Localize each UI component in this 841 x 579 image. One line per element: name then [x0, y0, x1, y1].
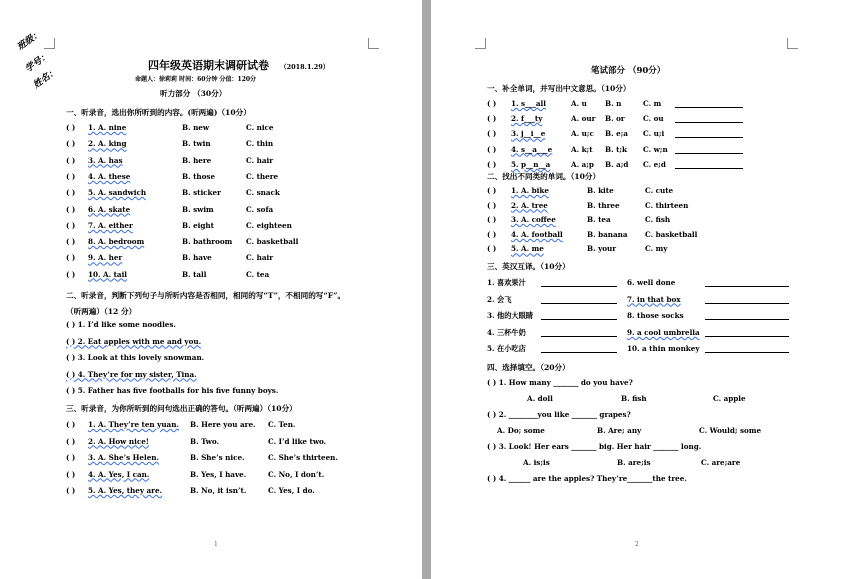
option-a: 9. A. her	[88, 253, 123, 263]
option-c: C. cute	[645, 186, 674, 195]
answer-line	[705, 336, 789, 337]
option-b: B. here	[182, 155, 212, 165]
side-label-number: 学号：	[23, 50, 52, 75]
answer-bracket: ( )	[66, 469, 76, 479]
option-a: A. u;c	[571, 129, 594, 139]
option-c: C. u;i	[643, 129, 665, 139]
option-c: C. eighteen	[246, 220, 292, 230]
page-number: 2	[635, 541, 639, 548]
option-b: B. Here you are.	[190, 420, 256, 429]
p1-sec2-sub: （听两遍）（12 分）	[66, 307, 137, 316]
option-c: C. Yes, I do.	[268, 486, 315, 495]
answer-bracket: ( )	[487, 114, 497, 124]
option-a: A. our	[571, 114, 596, 124]
p2-sec3-heading: 三、英汉互译。（10分）	[487, 262, 570, 271]
translate-item-right: 8. those socks	[627, 311, 684, 321]
option-a: 10. A. tail	[88, 269, 128, 279]
answer-line	[675, 168, 743, 169]
word-blank: 4. s__a___e	[511, 144, 553, 154]
option-c: C. m	[643, 99, 662, 108]
option-a: A. a;p	[571, 159, 594, 169]
option-c: C. e;d	[643, 159, 666, 169]
option-a: 5. A. sandwich	[88, 188, 147, 198]
answer-line	[705, 303, 789, 304]
option-c: C. No, I don’t.	[268, 469, 325, 479]
option-b: B. No, it isn’t.	[190, 486, 247, 495]
p2-q3-opt-b: B. are;is	[617, 458, 651, 467]
translate-item-right: 10. a thin monkey	[627, 344, 700, 354]
p2-q2-opt-b: B. Are; any	[597, 426, 642, 435]
p2-q1-opt-b: B. fish	[621, 394, 647, 403]
option-c: C. nice	[246, 123, 274, 132]
option-b: B. a;d	[605, 159, 629, 169]
p2-sec1-heading: 一、补全单词，并写出中文意思。（10分）	[487, 84, 631, 93]
option-a: 8. A. bedroom	[88, 237, 145, 247]
option-a: 2. A. tree	[511, 200, 548, 210]
option-b: B. tea	[587, 215, 611, 225]
option-c: C. basketball	[246, 237, 299, 247]
answer-line	[541, 336, 617, 337]
true-false-item: ( ) 5. Father has five footballs for his five funny boys.	[66, 386, 279, 395]
option-a: A. u	[571, 99, 587, 108]
answer-bracket: ( )	[487, 129, 497, 139]
answer-bracket: ( )	[66, 123, 76, 132]
option-b: B. t;k	[605, 144, 628, 154]
option-c: C. basketball	[645, 229, 698, 239]
answer-bracket: ( )	[66, 253, 76, 263]
crop-mark	[44, 38, 55, 49]
answer-bracket: ( )	[66, 486, 76, 495]
option-c: C. thirteen	[645, 200, 689, 210]
translate-item-left: 1. 喜欢果汁	[487, 278, 526, 287]
p1-sec1-heading: 一、听录音，选出你所听到的内容。(听两遍)（10分）	[66, 108, 251, 117]
word-blank: 2. f___ty	[511, 114, 543, 124]
exam-title: 四年级英语期末调研试卷	[148, 59, 269, 72]
answer-line	[675, 107, 743, 108]
p2-q1: ( ) 1. How many _______ do you have?	[487, 378, 633, 387]
option-c: C. I’d like two.	[268, 436, 327, 446]
option-b: B. tall	[182, 269, 207, 279]
option-a: 3. A. has	[88, 155, 123, 165]
answer-bracket: ( )	[66, 269, 76, 279]
option-b: B. She’s nice.	[190, 453, 245, 462]
option-b: B. those	[182, 171, 216, 181]
option-c: C. w;n	[643, 144, 668, 154]
written-heading: 笔试部分 （90分）	[591, 66, 666, 76]
option-a: 4. A. these	[88, 171, 131, 181]
option-a: 1. A. They’re ten yuan.	[88, 420, 179, 429]
translate-item-left: 2. 会飞	[487, 294, 512, 304]
answer-bracket: ( )	[66, 139, 76, 149]
answer-line	[675, 122, 743, 123]
true-false-item: ( ) 3. Look at this lovely snowman.	[66, 353, 205, 362]
answer-line	[705, 319, 789, 320]
p2-q2-opt-c: C. Would; some	[699, 426, 762, 435]
option-b: B. three	[587, 200, 620, 210]
option-a: 4. A. Yes, I can.	[88, 469, 150, 479]
answer-line	[675, 153, 743, 154]
answer-bracket: ( )	[487, 159, 497, 169]
option-a: 1. A. nine	[88, 123, 127, 132]
answer-line	[541, 286, 617, 287]
option-c: C. sofa	[246, 204, 274, 214]
p2-q2-opt-a: A. Do; some	[497, 426, 545, 435]
p2-q4: ( ) 4. ______ are the apples? They’re_______the tree.	[487, 474, 687, 483]
answer-bracket: ( )	[66, 188, 76, 198]
p2-sec2-heading: 二、找出不同类的单词。（10分）	[487, 172, 601, 181]
answer-bracket: ( )	[487, 144, 497, 154]
option-b: B. swim	[182, 204, 214, 214]
translate-item-right: 6. well done	[627, 278, 676, 287]
option-a: 6. A. skate	[88, 204, 131, 214]
answer-bracket: ( )	[487, 99, 497, 108]
option-b: B. new	[182, 123, 210, 132]
crop-mark	[368, 38, 379, 49]
option-a: 2. A. How nice!	[88, 436, 149, 446]
option-c: C. my	[645, 244, 668, 254]
answer-bracket: ( )	[487, 186, 497, 195]
option-b: B. Two.	[190, 436, 219, 446]
answer-bracket: ( )	[66, 171, 76, 181]
answer-line	[541, 352, 617, 353]
translate-item-right: 7. in that box	[627, 294, 681, 304]
option-b: B. twin	[182, 139, 211, 149]
option-b: B. n	[605, 99, 622, 108]
option-a: 2. A. king	[88, 139, 127, 149]
answer-bracket: ( )	[66, 420, 76, 429]
option-c: C. Ten.	[268, 420, 296, 429]
p2-q3-opt-c: C. are;are	[701, 458, 741, 467]
true-false-item: ( ) 1. I’d like some noodles.	[66, 320, 176, 329]
exam-meta: 命题人：徐莉莉 时间：60分钟 分值：120分	[135, 76, 257, 83]
p1-sec2-heading: 二、听录音，判断下列句子与所听内容是否相同，相同的写“T”，不相同的写“F”。	[66, 291, 346, 300]
option-c: C. hair	[246, 155, 273, 165]
answer-bracket: ( )	[66, 220, 76, 230]
true-false-item: ( ) 2. Eat apples with me and you.	[66, 336, 202, 346]
answer-line	[541, 303, 617, 304]
option-c: C. She’s thirteen.	[268, 453, 338, 462]
option-b: B. e;a	[605, 129, 628, 139]
option-b: B. Yes, I have.	[190, 469, 247, 479]
p2-q3-opt-a: A. is;is	[523, 458, 550, 467]
p2-q3: ( ) 3. Look! Her ears _______ big. Her hair _______ long.	[487, 442, 702, 451]
option-a: 5. A. me	[511, 244, 544, 254]
option-c: C. there	[246, 171, 279, 181]
answer-bracket: ( )	[66, 453, 76, 462]
p2-q1-opt-a: A. doll	[527, 394, 553, 403]
word-blank: 1. s___all	[511, 99, 546, 108]
option-a: 4. A. football	[511, 229, 563, 239]
p2-sec4-heading: 四、选择填空。（20分）	[487, 363, 570, 372]
answer-bracket: ( )	[487, 200, 497, 210]
option-b: B. have	[182, 253, 212, 263]
answer-bracket: ( )	[66, 204, 76, 214]
word-blank: 3. j__i__e	[511, 129, 546, 139]
answer-bracket: ( )	[487, 229, 497, 239]
option-a: A. k;t	[571, 144, 593, 154]
option-a: 7. A. either	[88, 220, 133, 230]
exam-date: （2018.1.29）	[280, 63, 330, 71]
translate-item-right: 9. a cool umbrella	[627, 327, 700, 337]
answer-bracket: ( )	[487, 215, 497, 225]
translate-item-left: 3. 他的大眼睛	[487, 311, 533, 321]
listening-heading: 听力部分 （30分）	[160, 89, 227, 98]
crop-mark	[475, 38, 486, 49]
option-b: B. bathroom	[182, 237, 233, 247]
option-c: C. hair	[246, 253, 273, 263]
page-number: 1	[214, 541, 218, 548]
answer-bracket: ( )	[66, 155, 76, 165]
option-a: 1. A. bike	[511, 186, 549, 195]
p1-sec3-heading: 三、听录音，为你所听到的问句选出正确的答句。（听两遍）（10分）	[66, 404, 297, 413]
option-c: C. tea	[246, 269, 270, 279]
answer-bracket: ( )	[66, 237, 76, 247]
option-b: B. or	[605, 114, 625, 124]
exam-title-row	[148, 54, 329, 73]
answer-bracket: ( )	[487, 244, 497, 254]
p2-q2: ( ) 2. ________you like _______ grapes?	[487, 410, 631, 419]
option-a: 3. A. She’s Helen.	[88, 453, 160, 462]
answer-line	[541, 319, 617, 320]
crop-mark	[787, 38, 798, 49]
option-b: B. eight	[182, 220, 214, 230]
translate-item-left: 4. 三杯牛奶	[487, 327, 526, 337]
option-a: 5. A. Yes, they are.	[88, 486, 163, 495]
option-b: B. sticker	[182, 188, 221, 198]
answer-bracket: ( )	[66, 436, 76, 446]
option-a: 3. A. coffee	[511, 215, 556, 225]
side-label-name: 姓名：	[31, 66, 60, 91]
answer-line	[705, 286, 789, 287]
option-c: C. snack	[246, 188, 280, 198]
answer-line	[705, 352, 789, 353]
option-b: B. your	[587, 244, 617, 254]
word-blank: 5. p__n__a	[511, 159, 551, 169]
option-c: C. thin	[246, 139, 274, 149]
option-c: C. ou	[643, 114, 664, 124]
p2-q1-opt-c: C. apple	[713, 394, 746, 403]
translate-item-left: 5. 在小吃店	[487, 344, 526, 354]
option-b: B. banana	[587, 229, 628, 239]
option-c: C. fish	[645, 215, 671, 225]
true-false-item: ( ) 4. They’re for my sister, Tina.	[66, 369, 197, 379]
answer-line	[675, 137, 743, 138]
option-b: B. kite	[587, 186, 614, 195]
exam-page-2	[431, 0, 841, 579]
side-label-class: 班级：	[15, 28, 44, 53]
